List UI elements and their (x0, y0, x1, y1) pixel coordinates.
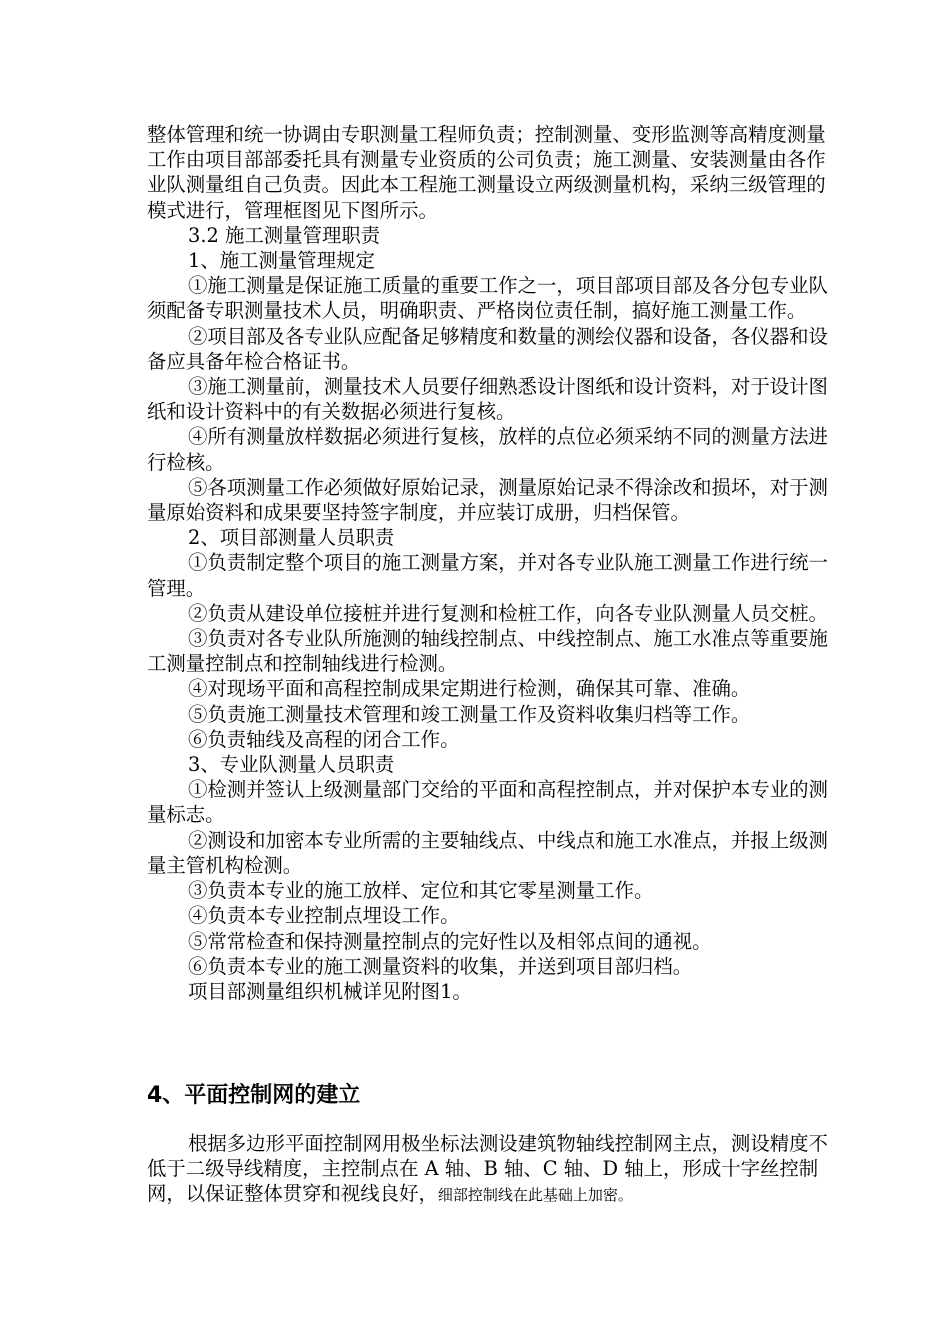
group2-item: ②负责从建设单位接桩并进行复测和检桩工作，向各专业队测量人员交桩。 (188, 601, 828, 625)
section-4-paragraph (147, 1131, 847, 1209)
closing-note: 项目部测量组织机械详见附图1。 (188, 979, 472, 1003)
group1-title: 1、施工测量管理规定 (188, 249, 375, 273)
subheading-3-2: 3.2 施工测量管理职责 (188, 223, 381, 247)
group1-item: ④所有测量放样数据必须进行复核，放样的点位必须采纳不同的测量方法进行检核。 (147, 425, 828, 474)
group2-item: ⑤负责施工测量技术管理和竣工测量工作及资料收集归档等工作。 (188, 702, 751, 726)
section-4-paragraph-tail: 细部控制线在此基础上加密。 (437, 1186, 633, 1205)
group2-item: ⑥负责轴线及高程的闭合工作。 (188, 727, 460, 751)
intro-paragraph: 整体管理和统一协调由专职测量工程师负责；控制测量、变形监测等高精度测量工作由项目部部委托具有测量专业资质的公司负责；施工测量、安装测量由各作业队测量组自己负责。因此本工程施工测量设立两级测量机构，采纳三级管理的模式进行，管理框图见下图所示。 (147, 123, 826, 222)
group3-item: ①检测并签认上级测量部门交给的平面和高程控制点，并对保护本专业的测量标志。 (147, 778, 828, 827)
group3-item: ②测设和加密本专业所需的主要轴线点、中线点和施工水准点，并报上级测量主管机构检测。 (147, 828, 828, 877)
group3-item: ③负责本专业的施工放样、定位和其它零星测量工作。 (188, 879, 654, 903)
section-4-body (147, 1131, 847, 1209)
group2-item: ④对现场平面和高程控制成果定期进行检测，确保其可靠、准确。 (188, 677, 751, 701)
group1-item: ①施工测量是保证施工质量的重要工作之一，项目部项目部及各分包专业队须配备专职测量技术人员，明确职责、严格岗位责任制，搞好施工测量工作。 (147, 274, 828, 323)
group3-item: ④负责本专业控制点埋设工作。 (188, 904, 460, 928)
group1-item: ③施工测量前，测量技术人员要仔细熟悉设计图纸和设计资料，对于设计图纸和设计资料中的有关数据必须进行复核。 (147, 375, 828, 424)
group3-title: 3、专业队测量人员职责 (188, 753, 395, 777)
group1-item: ②项目部及各专业队应配备足够精度和数量的测绘仪器和设备，各仪器和设备应具备年检合格证书。 (147, 324, 828, 373)
group1-item: ⑤各项测量工作必须做好原始记录，测量原始记录不得涂改和损坏，对于测量原始资料和成果要坚持签字制度，并应装订成册，归档保管。 (147, 475, 828, 525)
group2-item: ③负责对各专业队所施测的轴线控制点、中线控制点、施工水准点等重要施工测量控制点和控制轴线进行检测。 (147, 627, 828, 676)
section-3-body (147, 122, 837, 1004)
section-4-heading: 4、平面控制网的建立 (147, 1083, 361, 1108)
group3-item: ⑥负责本专业的施工测量资料的收集，并送到项目部归档。 (188, 954, 693, 978)
section-4-paragraph-main: 根据多边形平面控制网用极坐标法测设建筑物轴线控制网主点，测设精度不低于二级导线精度，主控制点在 A 轴、B 轴、C 轴、D 轴上，形成十字丝控制网，以保证整体贯穿和视线良好， (147, 1132, 828, 1206)
group3-item: ⑤常常检查和保持测量控制点的完好性以及相邻点间的通视。 (188, 929, 712, 953)
group2-item: ①负责制定整个项目的施工测量方案，并对各专业队施工测量工作进行统一管理。 (147, 551, 828, 600)
group2-title: 2、项目部测量人员职责 (188, 526, 395, 550)
